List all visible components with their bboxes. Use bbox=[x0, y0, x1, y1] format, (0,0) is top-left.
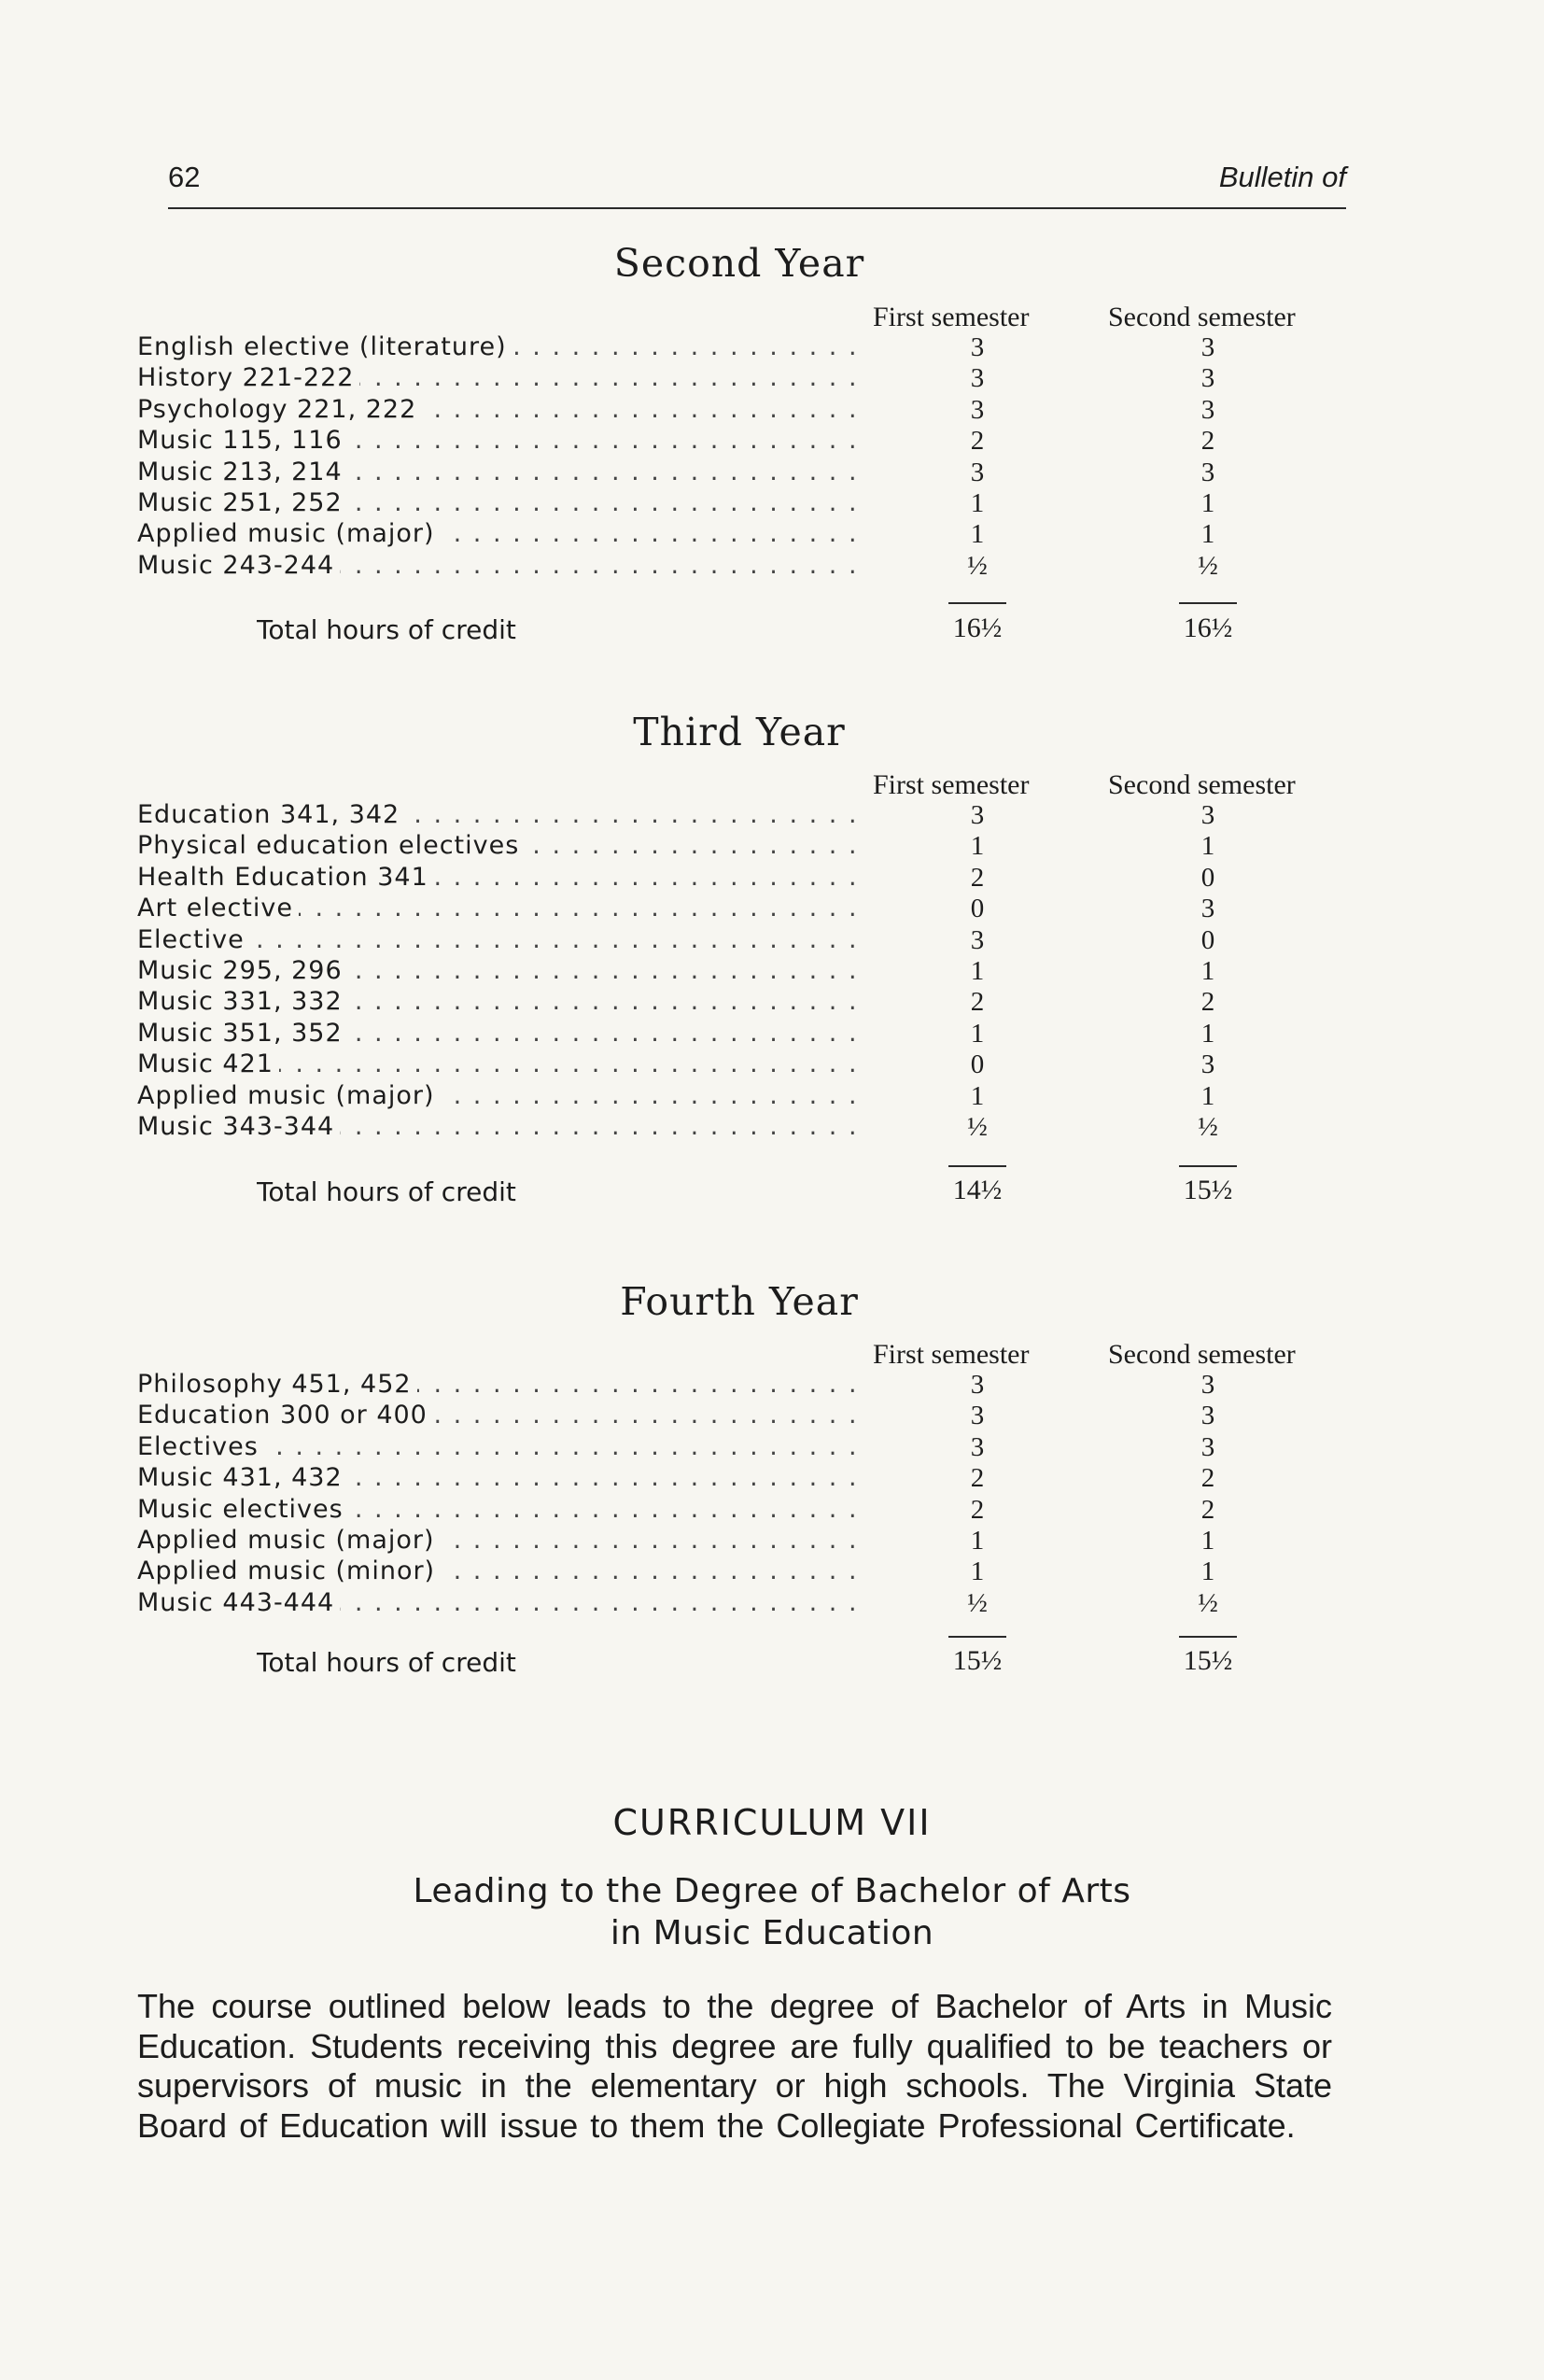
course-row bbox=[137, 1432, 1341, 1463]
total-rule bbox=[1179, 602, 1237, 604]
first-semester-hours: 1 bbox=[970, 1080, 985, 1111]
course-name: Art elective bbox=[137, 894, 299, 922]
course-row bbox=[137, 1401, 1341, 1431]
first-semester-hours: 2 bbox=[970, 1494, 985, 1525]
total-second-semester: 15½ bbox=[1183, 1175, 1233, 1205]
course-name: Music 331, 332 bbox=[137, 987, 348, 1016]
second-semester-hours: ½ bbox=[1198, 1111, 1218, 1142]
first-semester-header: First semester bbox=[873, 769, 1030, 800]
course-row bbox=[137, 956, 1341, 987]
total-label: Total hours of credit bbox=[257, 1176, 854, 1207]
second-semester-hours: ½ bbox=[1198, 1587, 1218, 1618]
total-first-semester: 15½ bbox=[952, 1645, 1003, 1676]
second-semester-hours: 0 bbox=[1200, 924, 1215, 955]
second-semester-header: Second semester bbox=[1108, 1339, 1296, 1370]
total-label: Total hours of credit bbox=[257, 614, 854, 645]
curriculum-intro-paragraph: The course outlined below leads to the degree of Bachelor of Arts in Music Education. Students receiving this degree are fully qualified to be teachers or supervisors of music in the elementary or high schools. The Virginia State Board of Education will issue to them the Collegiate Professional Certificate. bbox=[137, 1987, 1332, 2145]
course-name: Music 213, 214 bbox=[137, 458, 348, 486]
course-row bbox=[137, 987, 1341, 1018]
second-semester-hours: 3 bbox=[1200, 394, 1215, 425]
course-name: Music 115, 116 bbox=[137, 426, 348, 455]
course-row bbox=[137, 519, 1341, 550]
course-row bbox=[137, 1526, 1341, 1556]
course-row bbox=[137, 395, 1341, 426]
first-semester-hours: 3 bbox=[970, 394, 985, 425]
curriculum-title: CURRICULUM VII bbox=[612, 1802, 932, 1843]
second-semester-hours: 2 bbox=[1200, 1463, 1215, 1494]
first-semester-hours: 0 bbox=[970, 1049, 985, 1080]
first-semester-hours: 1 bbox=[970, 519, 985, 550]
course-row bbox=[137, 863, 1341, 894]
course-name: Applied music (major) bbox=[137, 1526, 441, 1555]
second-semester-hours: 1 bbox=[1200, 1080, 1215, 1111]
first-semester-hours: 1 bbox=[970, 1556, 985, 1587]
first-semester-hours: 1 bbox=[970, 955, 985, 986]
second-semester-hours: 1 bbox=[1200, 831, 1215, 862]
second-semester-header: Second semester bbox=[1108, 769, 1296, 800]
first-semester-hours: 3 bbox=[970, 332, 985, 362]
course-name: Music 421 bbox=[137, 1049, 279, 1078]
course-name: Elective bbox=[137, 925, 250, 954]
course-row bbox=[137, 1495, 1341, 1526]
second-semester-hours: 3 bbox=[1200, 800, 1215, 830]
course-name: Electives bbox=[137, 1432, 264, 1461]
second-semester-hours: 3 bbox=[1200, 894, 1215, 924]
course-name: Philosophy 451, 452 bbox=[137, 1370, 417, 1399]
first-semester-hours: 1 bbox=[970, 487, 985, 518]
first-semester-hours: 2 bbox=[970, 862, 985, 893]
total-rule bbox=[1179, 1165, 1237, 1167]
course-name: Music 243-244 bbox=[137, 551, 340, 580]
course-name: Music 251, 252 bbox=[137, 488, 348, 517]
second-semester-hours: 3 bbox=[1200, 1049, 1215, 1080]
page-header bbox=[168, 161, 1346, 209]
page-number: 62 bbox=[168, 161, 201, 193]
course-name: Education 341, 342 bbox=[137, 800, 405, 829]
subtitle-line-2: in Music Education bbox=[610, 1914, 934, 1952]
first-semester-hours: 3 bbox=[970, 457, 985, 487]
course-name: Psychology 221, 222 bbox=[137, 395, 422, 424]
course-row bbox=[137, 1556, 1341, 1587]
total-rule bbox=[1179, 1636, 1237, 1638]
curriculum-subtitle bbox=[0, 1870, 1544, 1954]
fourth-year-title: Fourth Year bbox=[620, 1279, 859, 1324]
course-name: Health Education 341 bbox=[137, 863, 434, 892]
course-row bbox=[137, 800, 1341, 831]
second-semester-hours: 2 bbox=[1200, 1494, 1215, 1525]
course-name: Music electives bbox=[137, 1495, 349, 1524]
first-semester-hours: 3 bbox=[970, 1370, 985, 1400]
course-row bbox=[137, 1019, 1341, 1049]
course-row bbox=[137, 488, 1341, 519]
course-row bbox=[137, 1463, 1341, 1494]
first-semester-hours: 3 bbox=[970, 1401, 985, 1431]
first-semester-hours: 2 bbox=[970, 1463, 985, 1494]
total-rule bbox=[948, 1165, 1006, 1167]
second-semester-hours: 3 bbox=[1200, 1431, 1215, 1462]
course-name: Applied music (major) bbox=[137, 519, 441, 548]
first-semester-hours: 3 bbox=[970, 363, 985, 394]
second-semester-hours: ½ bbox=[1198, 550, 1218, 581]
course-name: Music 443-444 bbox=[137, 1588, 340, 1617]
course-row bbox=[137, 551, 1341, 582]
second-semester-hours: 2 bbox=[1200, 987, 1215, 1018]
course-name: Music 431, 432 bbox=[137, 1463, 348, 1492]
total-rule bbox=[948, 1636, 1006, 1638]
course-row bbox=[137, 426, 1341, 457]
course-row bbox=[137, 1588, 1341, 1619]
first-semester-hours: 3 bbox=[970, 924, 985, 955]
first-semester-hours: 3 bbox=[970, 800, 985, 830]
first-semester-hours: 2 bbox=[970, 426, 985, 457]
first-semester-header: First semester bbox=[873, 302, 1030, 332]
first-semester-hours: ½ bbox=[967, 1587, 988, 1618]
second-semester-hours: 1 bbox=[1200, 1018, 1215, 1049]
second-semester-hours: 1 bbox=[1200, 955, 1215, 986]
subtitle-line-1: Leading to the Degree of Bachelor of Arts bbox=[413, 1872, 1131, 1910]
course-name: Applied music (major) bbox=[137, 1081, 441, 1110]
course-name: Music 343-344 bbox=[137, 1112, 340, 1141]
total-first-semester: 14½ bbox=[952, 1175, 1003, 1205]
course-name: Music 295, 296 bbox=[137, 956, 348, 985]
first-semester-hours: 1 bbox=[970, 1018, 985, 1049]
second-semester-hours: 1 bbox=[1200, 1525, 1215, 1556]
total-first-semester: 16½ bbox=[952, 613, 1003, 643]
third-year-rows bbox=[137, 800, 1341, 1143]
first-semester-hours: 2 bbox=[970, 987, 985, 1018]
course-row bbox=[137, 1112, 1341, 1143]
course-row bbox=[137, 1049, 1341, 1080]
running-head: Bulletin of bbox=[1218, 161, 1346, 193]
total-second-semester: 16½ bbox=[1183, 613, 1233, 643]
course-name: Applied music (minor) bbox=[137, 1556, 441, 1585]
course-row bbox=[137, 1081, 1341, 1112]
second-year-rows bbox=[137, 332, 1341, 582]
first-semester-hours: 3 bbox=[970, 1431, 985, 1462]
first-semester-hours: ½ bbox=[967, 1111, 988, 1142]
second-semester-hours: 1 bbox=[1200, 519, 1215, 550]
course-row bbox=[137, 332, 1341, 363]
course-name: Physical education electives bbox=[137, 831, 525, 860]
second-semester-hours: 2 bbox=[1200, 426, 1215, 457]
total-rule bbox=[948, 602, 1006, 604]
second-semester-hours: 3 bbox=[1200, 1370, 1215, 1400]
second-year-title: Second Year bbox=[613, 241, 865, 286]
course-name: Education 300 or 400 bbox=[137, 1401, 433, 1429]
course-name: Music 351, 352 bbox=[137, 1019, 348, 1048]
second-semester-hours: 3 bbox=[1200, 363, 1215, 394]
course-name: English elective (literature) bbox=[137, 332, 512, 361]
course-name: History 221-222 bbox=[137, 363, 359, 392]
second-semester-hours: 3 bbox=[1200, 1401, 1215, 1431]
first-semester-hours: 0 bbox=[970, 894, 985, 924]
second-semester-hours: 3 bbox=[1200, 332, 1215, 362]
first-semester-hours: ½ bbox=[967, 550, 988, 581]
third-year-title: Third Year bbox=[633, 710, 846, 754]
second-semester-hours: 1 bbox=[1200, 1556, 1215, 1587]
course-row bbox=[137, 458, 1341, 488]
second-semester-hours: 3 bbox=[1200, 457, 1215, 487]
course-row bbox=[137, 925, 1341, 956]
fourth-year-rows bbox=[137, 1370, 1341, 1619]
first-semester-header: First semester bbox=[873, 1339, 1030, 1370]
course-row bbox=[137, 1370, 1341, 1401]
first-semester-hours: 1 bbox=[970, 1525, 985, 1556]
first-semester-hours: 1 bbox=[970, 831, 985, 862]
second-semester-header: Second semester bbox=[1108, 302, 1296, 332]
second-semester-hours: 0 bbox=[1200, 862, 1215, 893]
course-row bbox=[137, 894, 1341, 924]
course-row bbox=[137, 363, 1341, 394]
second-semester-hours: 1 bbox=[1200, 487, 1215, 518]
total-label: Total hours of credit bbox=[257, 1647, 854, 1678]
total-second-semester: 15½ bbox=[1183, 1645, 1233, 1676]
course-row bbox=[137, 831, 1341, 862]
